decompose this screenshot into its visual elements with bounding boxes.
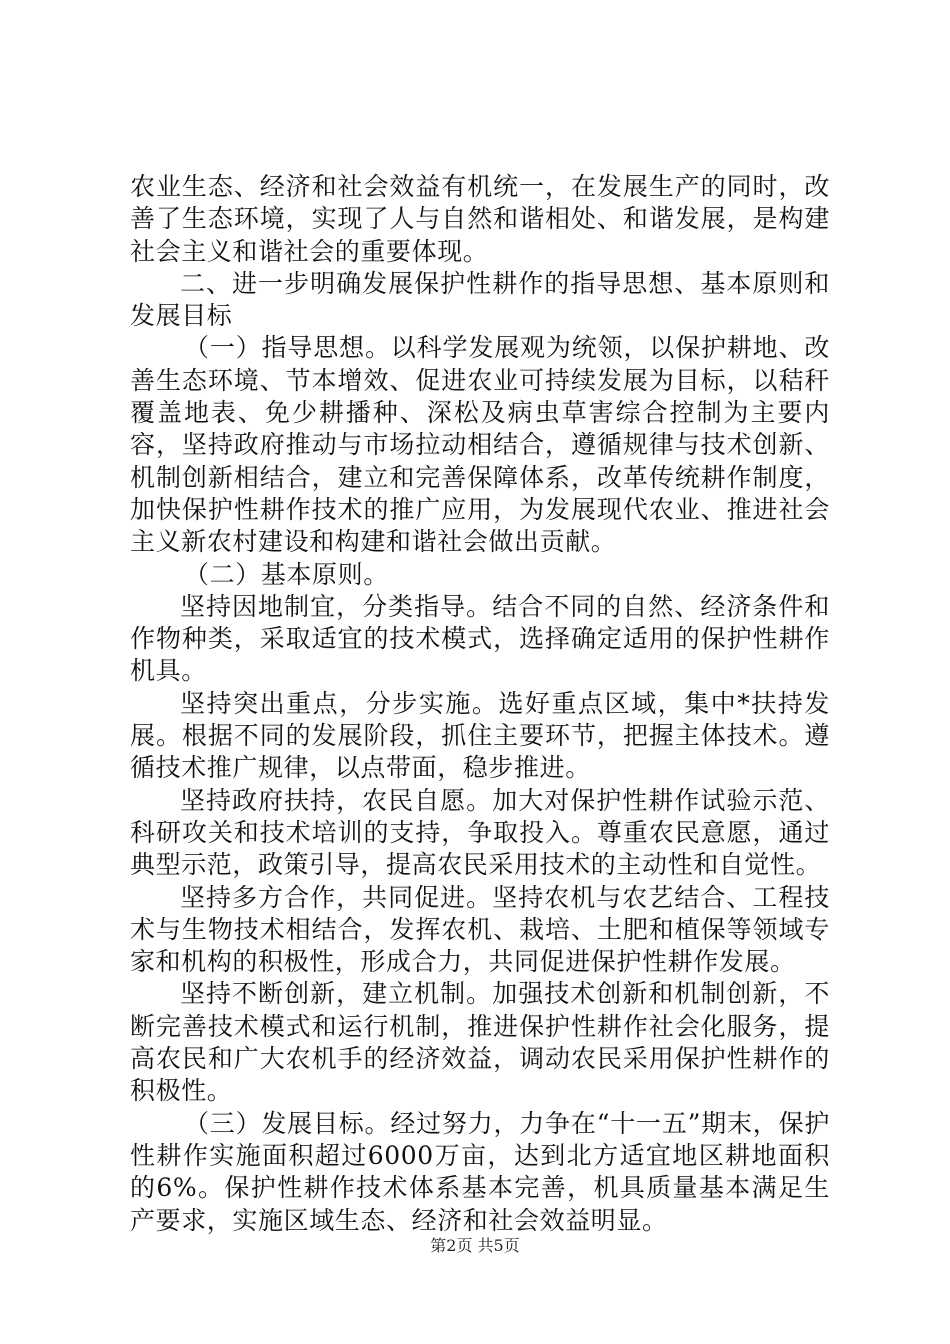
paragraph-principle-1: 坚持因地制宜，分类指导。结合不同的自然、经济条件和作物种类，采取适宜的技术模式，选择确定适用的保护性耕作机具。 [130, 591, 830, 686]
paragraph-guiding-ideology: （一）指导思想。以科学发展观为统领，以保护耕地、改善生态环境、节本增效、促进农业可持续发展为目标，以秸秆覆盖地表、免少耕播种、深松及病虫草害综合控制为主要内容，坚持政府推动与市场拉动相结合，遵循规律与技术创新、机制创新相结合，建立和完善保障体系，改革传统耕作制度，加快保护性耕作技术的推广应用，为发展现代农业、推进社会主义新农村建设和构建和谐社会做出贡献。 [130, 333, 830, 557]
paragraph-development-goals: （三）发展目标。经过努力，力争在“十一五”期末，保护性耕作实施面积超过6000万亩，达到北方适宜地区耕地面积的6%。保护性耕作技术体系基本完善，机具质量基本满足生产要求，实施区域生态、经济和社会效益明显。 [130, 1108, 830, 1235]
document-body [130, 171, 830, 1237]
paragraph-principle-5: 坚持不断创新，建立机制。加强技术创新和机制创新，不断完善技术模式和运行机制，推进保护性耕作社会化服务，提高农民和广大农机手的经济效益，调动农民采用保护性耕作的积极性。 [130, 979, 830, 1106]
paragraph-principle-4: 坚持多方合作，共同促进。坚持农机与农艺结合、工程技术与生物技术相结合，发挥农机、栽培、土肥和植保等领域专家和机构的积极性，形成合力，共同促进保护性耕作发展。 [130, 882, 830, 977]
page-footer: 第2页 共5页 [430, 1236, 520, 1255]
paragraph-principle-2: 坚持突出重点，分步实施。选好重点区域，集中*扶持发展。根据不同的发展阶段，抓住主要环节，把握主体技术。遵循技术推广规律，以点带面，稳步推进。 [130, 688, 830, 783]
subheading-basic-principles: （二）基本原则。 [184, 559, 389, 589]
paragraph-principle-3: 坚持政府扶持，农民自愿。加大对保护性耕作试验示范、科研攻关和技术培训的支持，争取投入。尊重农民意愿，通过典型示范，政策引导，提高农民采用技术的主动性和自觉性。 [130, 785, 830, 880]
paragraph-continuation: 农业生态、经济和社会效益有机统一，在发展生产的同时，改善了生态环境，实现了人与自然和谐相处、和谐发展，是构建社会主义和谐社会的重要体现。 [130, 172, 830, 266]
section-heading-2: 二、进一步明确发展保护性耕作的指导思想、基本原则和发展目标 [130, 268, 830, 331]
